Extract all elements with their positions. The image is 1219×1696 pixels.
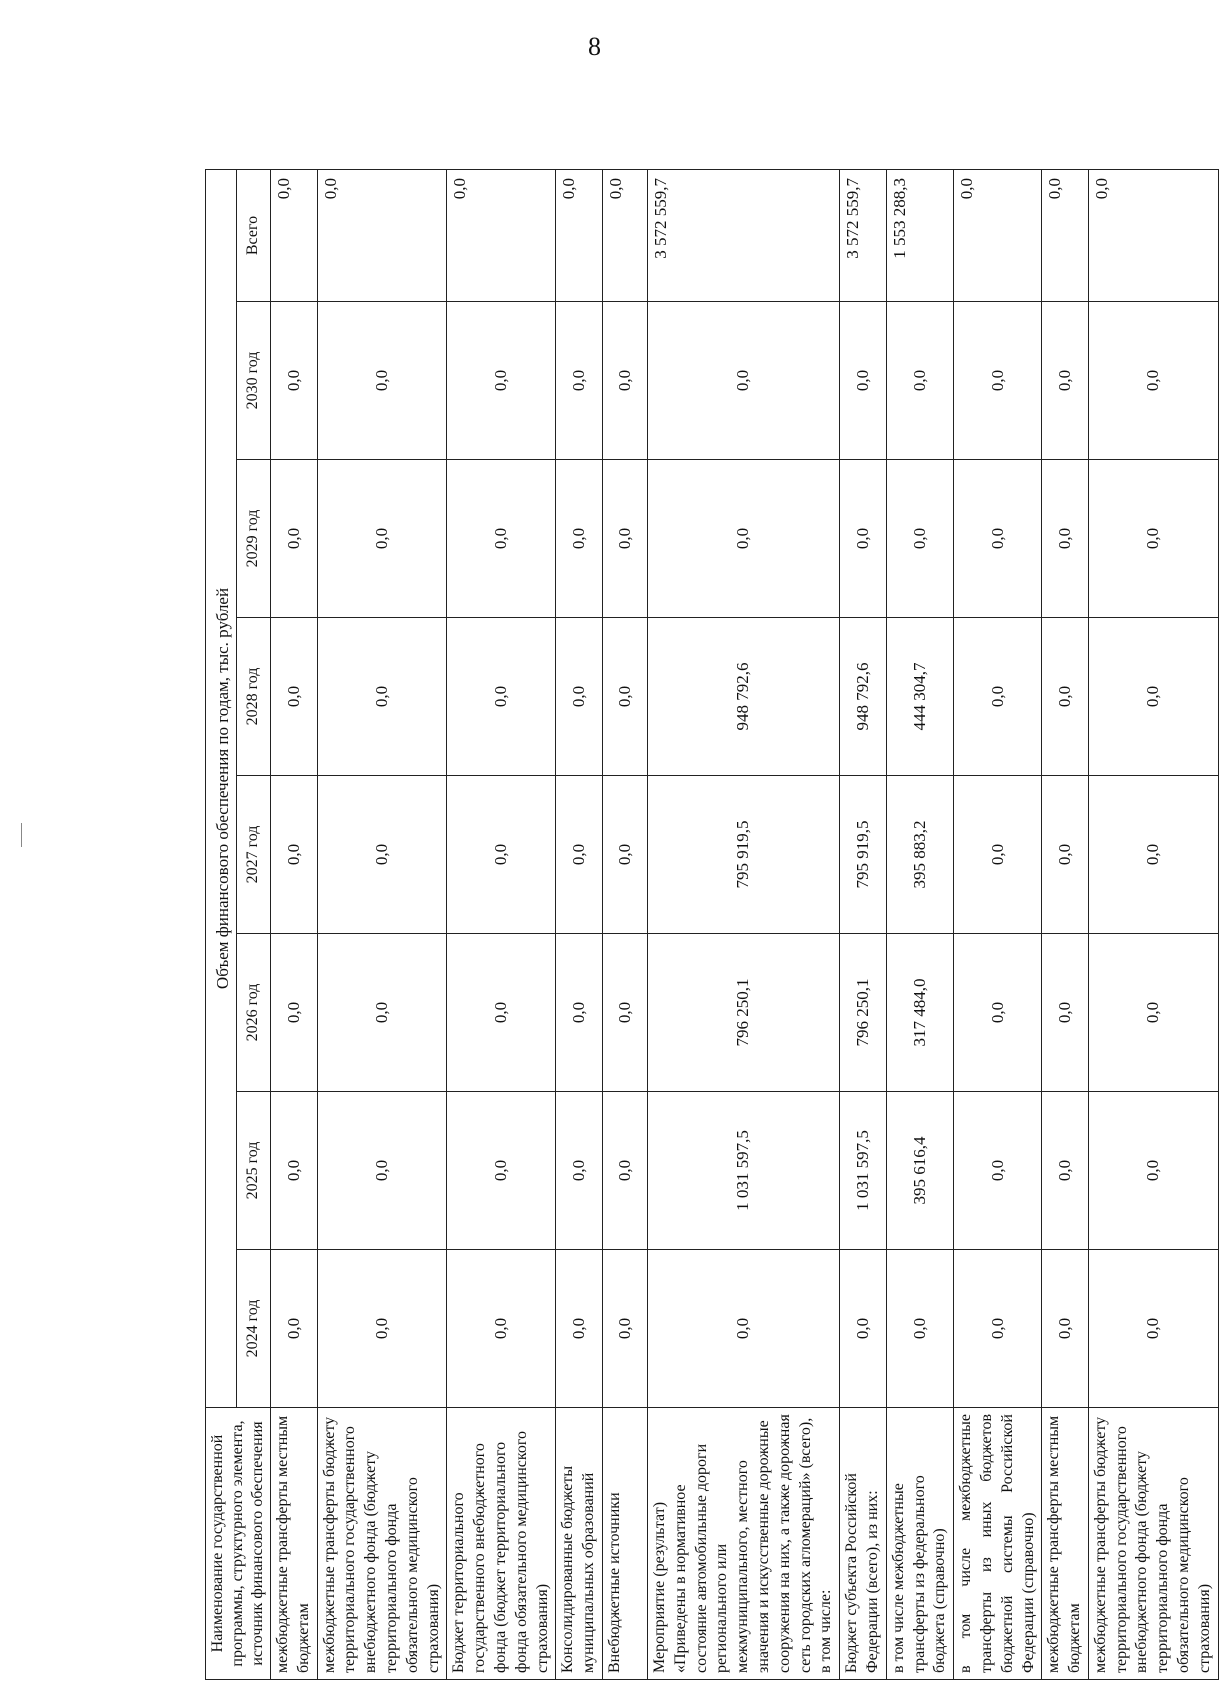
value-cell: 0,0 (602, 1250, 647, 1408)
value-cell: 0,0 (647, 1250, 839, 1408)
value-cell: 0,0 (1088, 1250, 1218, 1408)
value-cell: 0,0 (954, 1250, 1042, 1408)
table-row (447, 169, 556, 1679)
value-cell: 0,0 (556, 302, 603, 460)
value-cell: 317 484,0 (886, 934, 953, 1092)
page-number: 8 (588, 32, 601, 61)
year-header-2026: 2026 год (237, 934, 271, 1092)
year-header-2030: 2030 год (237, 302, 271, 460)
row-label: межбюджетные трансферты местным бюджетам (271, 1408, 318, 1680)
value-cell: 0,0 (1042, 934, 1089, 1092)
year-header-2025: 2025 год (237, 1092, 271, 1250)
value-cell: 0,0 (602, 460, 647, 618)
value-cell: 0,0 (1088, 618, 1218, 776)
value-cell: 395 616,4 (886, 1092, 953, 1250)
value-cell: 0,0 (317, 776, 447, 934)
value-cell: 0,0 (271, 460, 318, 618)
value-cell: 444 304,7 (886, 618, 953, 776)
value-cell: 0,0 (447, 302, 556, 460)
value-cell: 0,0 (271, 618, 318, 776)
value-cell: 0,0 (1088, 934, 1218, 1092)
value-cell: 0,0 (602, 934, 647, 1092)
total-cell: 0,0 (556, 169, 603, 301)
value-cell: 0,0 (447, 460, 556, 618)
row-label: в том числе межбюджетные трансферты из федерального бюджета (справочно) (886, 1408, 953, 1680)
value-cell: 0,0 (317, 934, 447, 1092)
value-cell: 0,0 (1042, 1250, 1089, 1408)
value-cell: 0,0 (317, 1092, 447, 1250)
value-cell: 0,0 (647, 302, 839, 460)
rotated-table-container (205, 170, 1213, 1680)
value-cell: 0,0 (602, 302, 647, 460)
header-row-top (206, 169, 237, 1679)
value-cell: 0,0 (1042, 460, 1089, 618)
margin-mark (21, 823, 22, 847)
value-cell: 0,0 (886, 302, 953, 460)
value-cell: 1 031 597,5 (647, 1092, 839, 1250)
table-row (317, 169, 447, 1679)
value-cell: 0,0 (271, 1250, 318, 1408)
total-cell: 0,0 (602, 169, 647, 301)
value-cell: 0,0 (602, 776, 647, 934)
total-cell: 0,0 (271, 169, 318, 301)
table-row (840, 169, 887, 1679)
total-cell: 3 572 559,7 (647, 169, 839, 301)
value-cell: 796 250,1 (840, 934, 887, 1092)
value-cell: 0,0 (556, 934, 603, 1092)
value-cell: 0,0 (317, 460, 447, 618)
value-cell: 0,0 (1088, 460, 1218, 618)
table-row (954, 169, 1042, 1679)
total-cell: 1 553 288,3 (886, 169, 953, 301)
value-cell: 0,0 (1042, 302, 1089, 460)
name-column-header: Наименование государственной программы, структурного элемента, источник финансового обеспечения (206, 1408, 271, 1680)
row-label: межбюджетные трансферты бюджету территориального государственного внебюджетного фонда (бюджету территориального фонда обязательного медицинского страхования) (317, 1408, 447, 1680)
value-cell: 0,0 (1042, 1092, 1089, 1250)
year-header-2024: 2024 год (237, 1250, 271, 1408)
value-cell: 0,0 (1088, 302, 1218, 460)
year-header-2029: 2029 год (237, 460, 271, 618)
value-cell: 0,0 (647, 460, 839, 618)
total-cell: 0,0 (447, 169, 556, 301)
value-cell: 796 250,1 (647, 934, 839, 1092)
value-cell: 0,0 (271, 302, 318, 460)
value-cell: 395 883,2 (886, 776, 953, 934)
value-cell: 0,0 (556, 776, 603, 934)
total-cell: 0,0 (954, 169, 1042, 301)
value-cell: 0,0 (556, 1092, 603, 1250)
table-row (271, 169, 318, 1679)
value-cell: 0,0 (317, 1250, 447, 1408)
value-cell: 0,0 (954, 1092, 1042, 1250)
year-header-2028: 2028 год (237, 618, 271, 776)
table-row (556, 169, 603, 1679)
value-cell: 0,0 (271, 934, 318, 1092)
value-cell: 0,0 (954, 934, 1042, 1092)
value-cell: 0,0 (447, 1092, 556, 1250)
value-cell: 0,0 (602, 618, 647, 776)
value-cell: 0,0 (447, 618, 556, 776)
value-cell: 795 919,5 (647, 776, 839, 934)
table-row (886, 169, 953, 1679)
value-cell: 0,0 (317, 618, 447, 776)
value-cell: 795 919,5 (840, 776, 887, 934)
row-label: Внебюджетные источники (602, 1408, 647, 1680)
value-cell: 0,0 (602, 1092, 647, 1250)
value-cell: 0,0 (1088, 776, 1218, 934)
value-cell: 0,0 (1088, 1092, 1218, 1250)
volume-group-header: Объем финансового обеспечения по годам, тыс. рублей (206, 169, 237, 1407)
value-cell: 0,0 (271, 776, 318, 934)
value-cell: 0,0 (1042, 618, 1089, 776)
row-label: межбюджетные трансферты местным бюджетам (1042, 1408, 1089, 1680)
value-cell: 0,0 (886, 1250, 953, 1408)
value-cell: 0,0 (954, 776, 1042, 934)
value-cell: 1 031 597,5 (840, 1092, 887, 1250)
value-cell: 0,0 (954, 302, 1042, 460)
value-cell: 0,0 (556, 618, 603, 776)
value-cell: 0,0 (954, 618, 1042, 776)
total-header: Всего (237, 169, 271, 301)
value-cell: 948 792,6 (840, 618, 887, 776)
value-cell: 0,0 (840, 302, 887, 460)
value-cell: 0,0 (840, 460, 887, 618)
value-cell: 0,0 (447, 1250, 556, 1408)
table-row (1042, 169, 1089, 1679)
row-label: Консолидированные бюджеты муниципальных образований (556, 1408, 603, 1680)
financing-table (205, 169, 1219, 1680)
value-cell: 0,0 (447, 776, 556, 934)
table-row (1088, 169, 1218, 1679)
row-label: Бюджет субъекта Российской Федерации (всего), из них: (840, 1408, 887, 1680)
table-row (602, 169, 647, 1679)
value-cell: 0,0 (447, 934, 556, 1092)
year-header-2027: 2027 год (237, 776, 271, 934)
total-cell: 0,0 (317, 169, 447, 301)
value-cell: 948 792,6 (647, 618, 839, 776)
value-cell: 0,0 (954, 460, 1042, 618)
table-row (647, 169, 839, 1679)
value-cell: 0,0 (271, 1092, 318, 1250)
value-cell: 0,0 (556, 460, 603, 618)
total-cell: 0,0 (1088, 169, 1218, 301)
row-label: Бюджет территориального государственного внебюджетного фонда (бюджет территориального фонда обязательного медицинского страхования) (447, 1408, 556, 1680)
total-cell: 0,0 (1042, 169, 1089, 301)
total-cell: 3 572 559,7 (840, 169, 887, 301)
row-label: межбюджетные трансферты бюджету территориального государственного внебюджетного фонда (бюджету территориального фонда обязательного медицинского страхования) (1088, 1408, 1218, 1680)
row-label: в том числе межбюджетные трансферты из иных бюджетов бюджетной системы Российской Федерации (справочно) (954, 1408, 1042, 1680)
value-cell: 0,0 (1042, 776, 1089, 934)
value-cell: 0,0 (840, 1250, 887, 1408)
value-cell: 0,0 (556, 1250, 603, 1408)
value-cell: 0,0 (317, 302, 447, 460)
value-cell: 0,0 (886, 460, 953, 618)
row-label: Мероприятие (результат) «Приведены в нормативное состояние автомобильные дороги регионального или межмуниципального, местного значения и искусственные дорожные сооружения на них, а также дорожная сеть городских агломераций» (всего), в том числе: (647, 1408, 839, 1680)
